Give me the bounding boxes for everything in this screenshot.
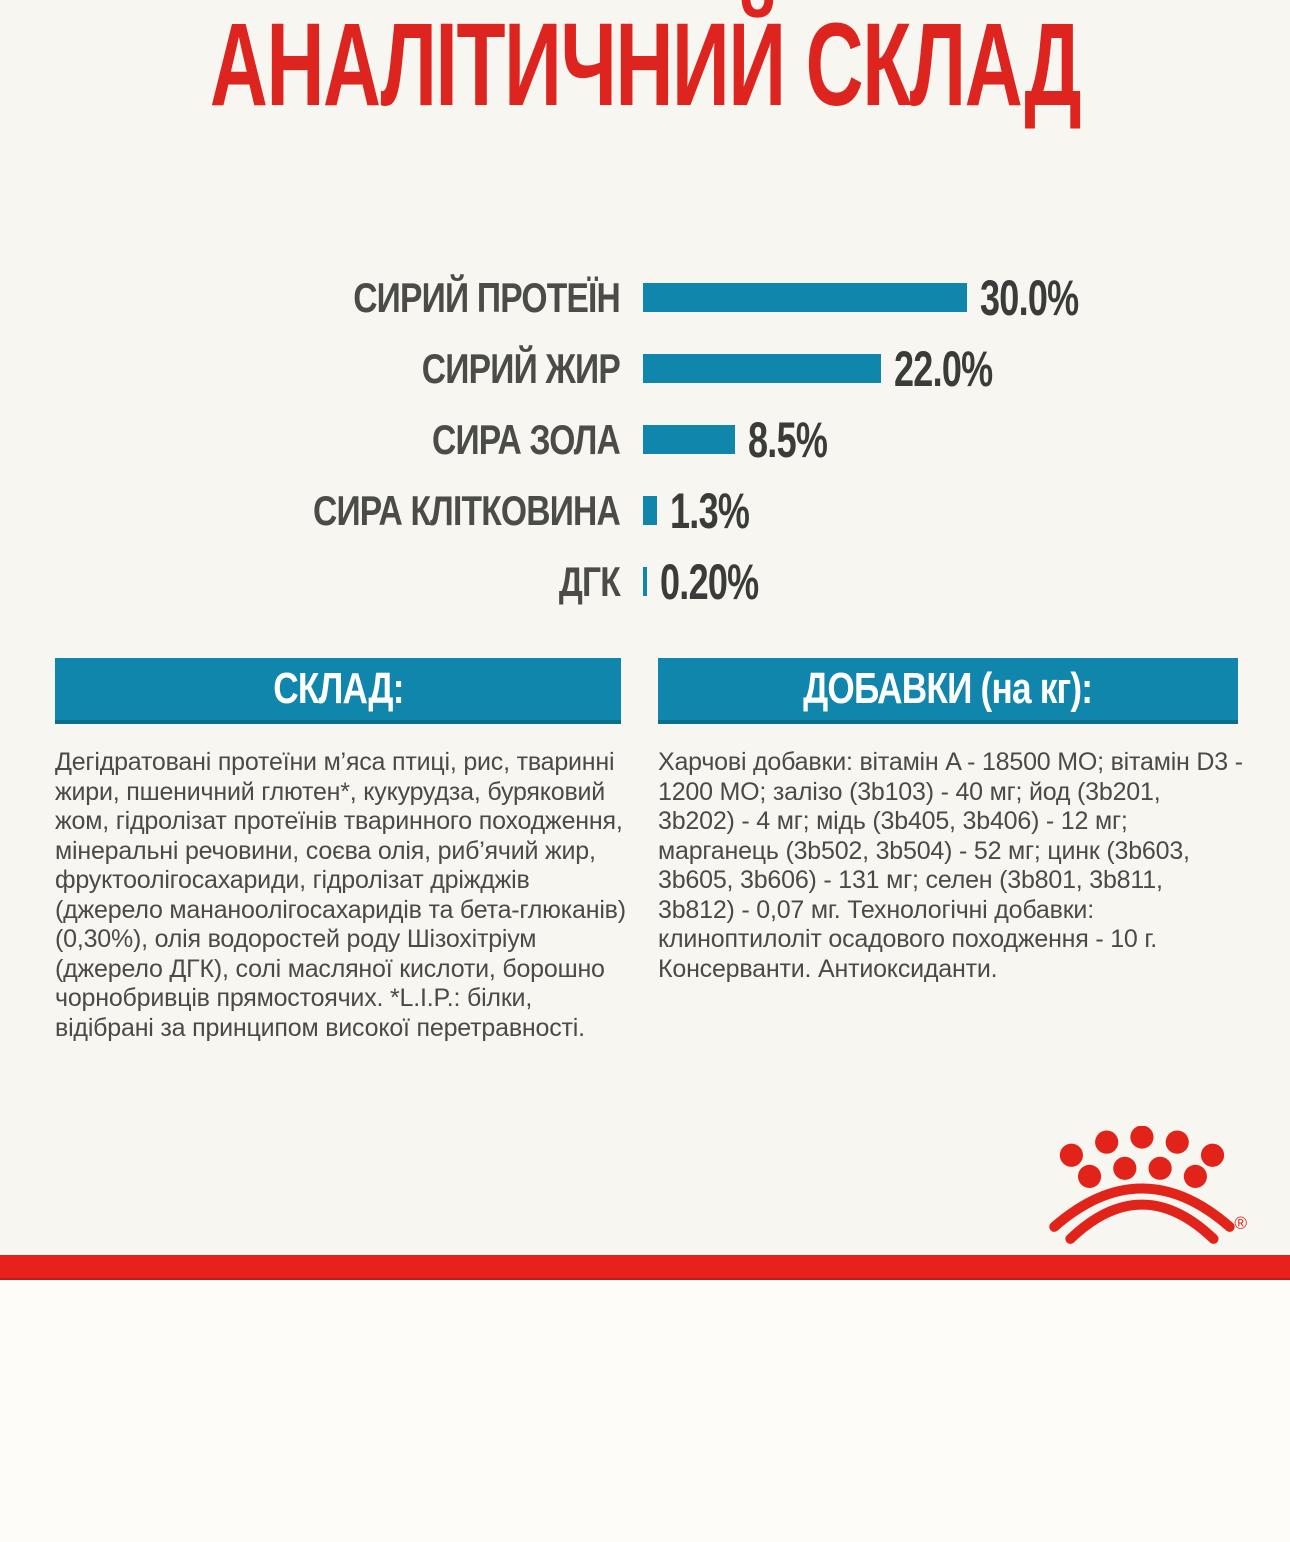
bottom-blank-area xyxy=(0,1280,1290,1542)
chart-category-label: СИРА КЛІТКОВИНА xyxy=(312,486,620,534)
chart-bar-track xyxy=(643,269,1117,327)
chart-value-label: 8.5% xyxy=(747,411,827,468)
crown-icon xyxy=(1046,1126,1248,1252)
chart-bar-track xyxy=(643,482,780,540)
composition-header xyxy=(55,658,621,724)
page-title: АНАЛІТИЧНИЙ СКЛАД xyxy=(209,0,1081,131)
additives-header xyxy=(658,658,1238,724)
additives-text: Харчові добавки: вітамін A - 18500 МО; вітамін D3 - 1200 МО; залізо (3b103) - 40 мг; йод (3b201, 3b202) - 4 мг; мідь (3b405, 3b406) - 12 мг; марганець (3b502, 3b504) - 52 мг; цинк (3b603, 3b605, 3b606) - 131 мг; селен (3b801, 3b811, 3b812) - 0,07 мг. Технологічні добавки: клиноптилоліт осадового походження - 10 г. Консерванти. Антиоксиданти. xyxy=(658,748,1243,983)
chart-bar xyxy=(643,425,735,454)
chart-value-label: 30.0% xyxy=(980,269,1079,326)
chart-bar xyxy=(643,567,647,596)
chart-category-label: СИРИЙ ЖИР xyxy=(421,344,620,392)
chart-value-label: 0.20% xyxy=(660,553,759,610)
chart-bar xyxy=(643,283,967,312)
registered-trademark-icon: ® xyxy=(1234,1212,1248,1233)
additives-header-label: ДОБАВКИ (на кг): xyxy=(803,664,1093,713)
chart-value-label: 1.3% xyxy=(670,482,750,539)
chart-bar-track xyxy=(643,411,858,469)
chart-category-label: СИРА ЗОЛА xyxy=(431,415,620,463)
analytical-composition-chart xyxy=(0,262,1290,617)
chart-category-label: СИРИЙ ПРОТЕЇН xyxy=(353,273,620,321)
chart-value-label: 22.0% xyxy=(893,340,993,397)
chart-row xyxy=(0,404,1290,475)
chart-row xyxy=(0,262,1290,333)
composition-text: Дегідратовані протеїни м’яса птиці, рис, тваринні жири, пшеничний глютен*, кукурудза, буряковий жом, гідролізат протеїнів тваринного походження, мінеральні речовини, соєва олія, риб’ячий жир, фруктоолігосахариди, гідролізат дріжджів (джерело мананоолігосахаридів та бета-глюканів) (0,30%), олія водоростей роду Шізохітріум (джерело ДГК), солі масляної кислоти, борошно чорнобривців прямостоячих. *L.I.P.: білки, відібрані за принципом високої перетравності. xyxy=(55,748,626,1042)
chart-row xyxy=(0,475,1290,546)
red-stripe xyxy=(0,1255,1290,1280)
composition-header-label: СКЛАД: xyxy=(272,664,404,713)
chart-bar xyxy=(643,496,657,525)
chart-bar xyxy=(643,354,881,383)
chart-row xyxy=(0,546,1290,617)
chart-category-label: ДГК xyxy=(558,557,620,605)
royal-canin-crown-logo xyxy=(1046,1126,1248,1252)
chart-bar-track xyxy=(643,553,797,611)
chart-row xyxy=(0,333,1290,404)
chart-bar-track xyxy=(643,340,1030,398)
